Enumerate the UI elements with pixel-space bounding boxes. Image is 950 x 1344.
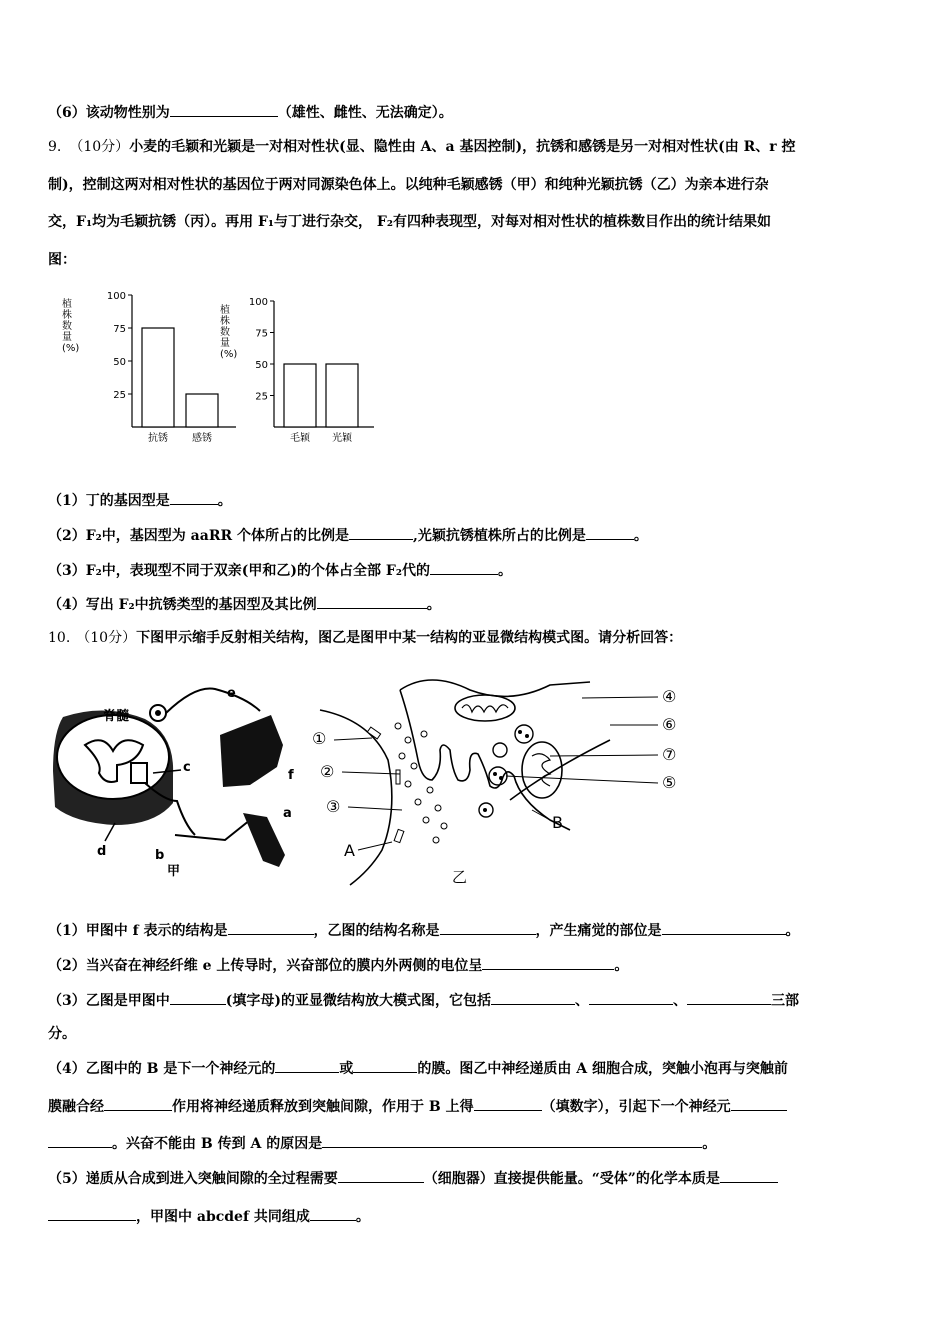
q10-s4-b: 或 [339, 1061, 354, 1077]
q9-line-4: 图： [48, 252, 76, 268]
label-3: ③ [326, 797, 341, 816]
q10-s3-b: (填字母)的亚显微结构放大模式图，它包括 [225, 993, 491, 1009]
y-axis-label-char: (%) [220, 349, 238, 360]
label-e: e [227, 686, 236, 701]
y-axis-label-char: (%) [62, 343, 80, 354]
label-1: ① [312, 729, 327, 748]
q9-s1 [48, 490, 908, 511]
receptor-f [220, 715, 283, 787]
left-labels [312, 729, 355, 860]
caption-jia: 甲 [167, 864, 181, 879]
q9-s2 [48, 525, 908, 546]
cristae-1 [462, 705, 508, 712]
blank[interactable] [662, 920, 786, 935]
q10-s3-a: （3）乙图是甲图中 [48, 993, 170, 1009]
y-axis-label-char: 株 [62, 310, 72, 321]
bar [186, 394, 218, 427]
right-labels [552, 687, 676, 832]
q10-s5-d: 。 [355, 1209, 370, 1225]
ganglion-dot [155, 710, 161, 716]
y-tick-label: 25 [255, 391, 268, 403]
channel-1 [367, 727, 380, 739]
q9-s2-end: 。 [633, 528, 648, 544]
q10-s4-c: 的膜。图乙中神经递质由 A 细胞合成，突触小泡再与突触前 [417, 1061, 788, 1077]
effector-a [243, 813, 285, 867]
blank[interactable] [731, 1096, 787, 1111]
q-prev-6 [48, 102, 908, 123]
y-axis-label-char: 数 [62, 321, 72, 332]
q10-s1-c: ，产生痛觉的部位是 [535, 923, 662, 939]
q10-s4-a: （4）乙图中的 B 是下一个神经元的 [48, 1061, 276, 1077]
q10-s4-f: （填数字），引起下一个神经元 [541, 1099, 731, 1115]
q10-s2 [48, 955, 908, 976]
q10-s2-a: （2）当兴奋在神经纤维 e 上传导时，兴奋部位的膜内外两侧的电位呈 [48, 958, 483, 974]
cristae-2 [532, 754, 550, 786]
blank[interactable] [48, 1206, 136, 1221]
blank[interactable] [720, 1168, 778, 1183]
q10-s4-d: 膜融合经 [48, 1099, 104, 1115]
label-2: ② [320, 762, 335, 781]
q10-s1 [48, 920, 908, 941]
blank[interactable] [170, 990, 226, 1005]
q9-line-3: 交，F₁均为毛颖抗锈（丙）。再用 F₁与丁进行杂交， F₂有四种表现型，对每对相对性状的植株数目作出的统计结果如 [48, 214, 771, 230]
q10-s5 [48, 1168, 908, 1189]
q10-s5-line2 [48, 1206, 908, 1227]
q6-label: （6）该动物性别为 [48, 105, 170, 121]
y-axis-label-char: 植 [220, 305, 230, 316]
pointer-5 [506, 776, 658, 783]
q10-s4-e: 作用将神经递质释放到突触间隙，作用于 B 上得 [172, 1099, 474, 1115]
afferent-nerve-e [166, 689, 260, 714]
blank[interactable] [170, 490, 218, 505]
q9-s4-text: （4）写出 F₂中抗锈类型的基因型及其比例 [48, 597, 317, 613]
y-axis-label-char: 量 [62, 332, 72, 343]
q10-score: （10分） [76, 630, 137, 646]
q9-s3-text: （3）F₂中，表现型不同于双亲(甲和乙)的个体占全部 F₂代的 [48, 563, 431, 579]
dot [483, 808, 487, 812]
q10-s3 [48, 990, 908, 1011]
pointer-A [358, 842, 392, 850]
q10-s3-d: 、 [673, 993, 687, 1009]
q9-s4-end: 。 [426, 597, 441, 613]
dot [525, 734, 529, 738]
y-axis-label-char: 数 [220, 327, 230, 338]
y-tick-label: 75 [113, 324, 126, 335]
label-f: f [288, 768, 294, 783]
label-B: B [552, 813, 563, 832]
blank[interactable] [338, 1168, 424, 1183]
bar [284, 364, 316, 427]
q9-line-2: 制)，控制这两对相对性状的基因位于两对同源染色体上。以纯种毛颖感锈（甲）和纯种光颖抗锈（乙）为亲本进行杂 [48, 177, 769, 193]
q10-s4-line2 [48, 1096, 908, 1117]
q9-s2-text: （2）F₂中，基因型为 aaRR 个体所占的比例是 [48, 528, 349, 544]
y-tick-label: 75 [255, 328, 268, 340]
q9-number: 9. [48, 139, 62, 155]
q9-s2-mid: ,光颖抗锈植株所占的比例是 [412, 528, 586, 544]
q10-s3-e: 三部 [771, 993, 799, 1009]
label-b: b [155, 848, 165, 863]
pointer-4 [582, 697, 658, 698]
pointer-1 [334, 738, 372, 740]
blank[interactable] [228, 920, 314, 935]
q9-s1-text: （1）丁的基因型是 [48, 493, 170, 509]
q9-line-1 [48, 137, 908, 157]
channel-3 [394, 829, 404, 842]
q9-s4 [48, 594, 908, 615]
blank[interactable] [474, 1096, 542, 1111]
q10-intro: 下图甲示缩手反射相关结构，图乙是图甲中某一结构的亚显微结构模式图。请分析回答： [136, 630, 683, 646]
q10-s4-g: 。兴奋不能由 B 传到 A 的原因是 [112, 1136, 323, 1152]
blank[interactable] [310, 1206, 356, 1221]
q10-s5-b: （细胞器）直接提供能量。“受体”的化学本质是 [423, 1171, 720, 1187]
y-tick-label: 25 [113, 390, 126, 401]
blank[interactable] [349, 525, 413, 540]
q10-s2-b: 。 [614, 958, 629, 974]
bar [326, 364, 358, 427]
bar [142, 328, 174, 427]
dot [499, 776, 503, 780]
q10-s4-h: 。 [702, 1136, 717, 1152]
label-a: a [283, 806, 292, 821]
blank[interactable] [48, 1133, 112, 1148]
mitochondrion-1 [455, 695, 515, 721]
blank[interactable] [170, 102, 278, 117]
q10-s3-cont: 分。 [48, 1026, 76, 1042]
blank[interactable] [104, 1096, 172, 1111]
x-tick-label: 毛颖 [290, 433, 310, 444]
y-tick-label: 100 [106, 291, 126, 302]
spinal-cross-section [57, 715, 169, 799]
label-A: A [344, 841, 355, 860]
q9-charts [60, 285, 380, 450]
q9-score: （10分） [69, 139, 130, 155]
dot [493, 772, 497, 776]
fig-yi-synapse [310, 670, 700, 890]
chart-glume [220, 297, 374, 444]
blank[interactable] [491, 990, 575, 1005]
blank[interactable] [687, 990, 771, 1005]
label-d: d [97, 844, 107, 859]
blank[interactable] [430, 560, 498, 575]
dendrite-line [510, 740, 610, 800]
q10-s3-c: 、 [575, 993, 589, 1009]
q10-s5-c: ，甲图中 abcdef 共同组成 [136, 1209, 310, 1225]
blank[interactable] [589, 990, 673, 1005]
blank[interactable] [586, 525, 634, 540]
q10-s4-line3 [48, 1133, 908, 1154]
q6-tail: （雄性、雌性、无法确定）。 [277, 105, 453, 121]
q10-s4 [48, 1058, 908, 1079]
q9-s1-end: 。 [217, 493, 232, 509]
q9-text-1: 小麦的毛颖和光颖是一对相对性状(显、隐性由 A、a 基因控制)，抗锈和感锈是另一对相对性状(由 R、r 控 [129, 139, 796, 155]
blank[interactable] [317, 594, 427, 609]
y-axis-label-char: 植 [62, 299, 72, 310]
q9-s3 [48, 560, 908, 581]
pointer-7 [550, 755, 658, 756]
neurotransmitters [395, 723, 447, 843]
y-tick-label: 100 [248, 297, 268, 308]
y-tick-label: 50 [113, 357, 126, 368]
x-tick-label: 感锈 [192, 433, 212, 444]
label-c: c [183, 760, 191, 775]
label-4: ④ [662, 687, 677, 706]
y-axis-label-char: 株 [220, 316, 230, 327]
pointer-2 [342, 772, 400, 774]
label-7: ⑦ [662, 745, 677, 764]
x-tick-label: 光颖 [332, 433, 352, 444]
q10-s1-a: （1）甲图中 f 表示的结构是 [48, 923, 228, 939]
y-tick-label: 50 [255, 360, 268, 371]
q9-s3-end: 。 [498, 563, 513, 579]
blank[interactable] [275, 1058, 339, 1073]
blank[interactable] [322, 1133, 702, 1148]
q10-number: 10. [48, 630, 71, 646]
blank[interactable] [353, 1058, 417, 1073]
q10-s1-d: 。 [785, 923, 800, 939]
label-6: ⑥ [662, 715, 677, 734]
blank[interactable] [440, 920, 536, 935]
pointer-d [105, 823, 115, 841]
fig-jia-reflex-arc [45, 675, 315, 890]
vesicle [493, 743, 507, 757]
x-tick-label: 抗锈 [148, 433, 168, 444]
channel-2 [396, 770, 400, 784]
spine-label: 脊髓 [103, 709, 130, 724]
y-axis-label-char: 量 [220, 338, 230, 349]
pointer-3 [348, 807, 402, 810]
caption-yi: 乙 [452, 868, 468, 886]
q10-line-1 [48, 628, 908, 648]
label-5: ⑤ [662, 773, 677, 792]
q10-s5-a: （5）递质从合成到进入突触间隙的全过程需要 [48, 1171, 338, 1187]
chart-resistance [62, 291, 236, 444]
q10-s1-b: ，乙图的结构名称是 [313, 923, 440, 939]
vesicle-with-transmitter [515, 725, 533, 743]
pointer-B [532, 810, 550, 820]
dot [518, 730, 522, 734]
blank[interactable] [482, 955, 614, 970]
